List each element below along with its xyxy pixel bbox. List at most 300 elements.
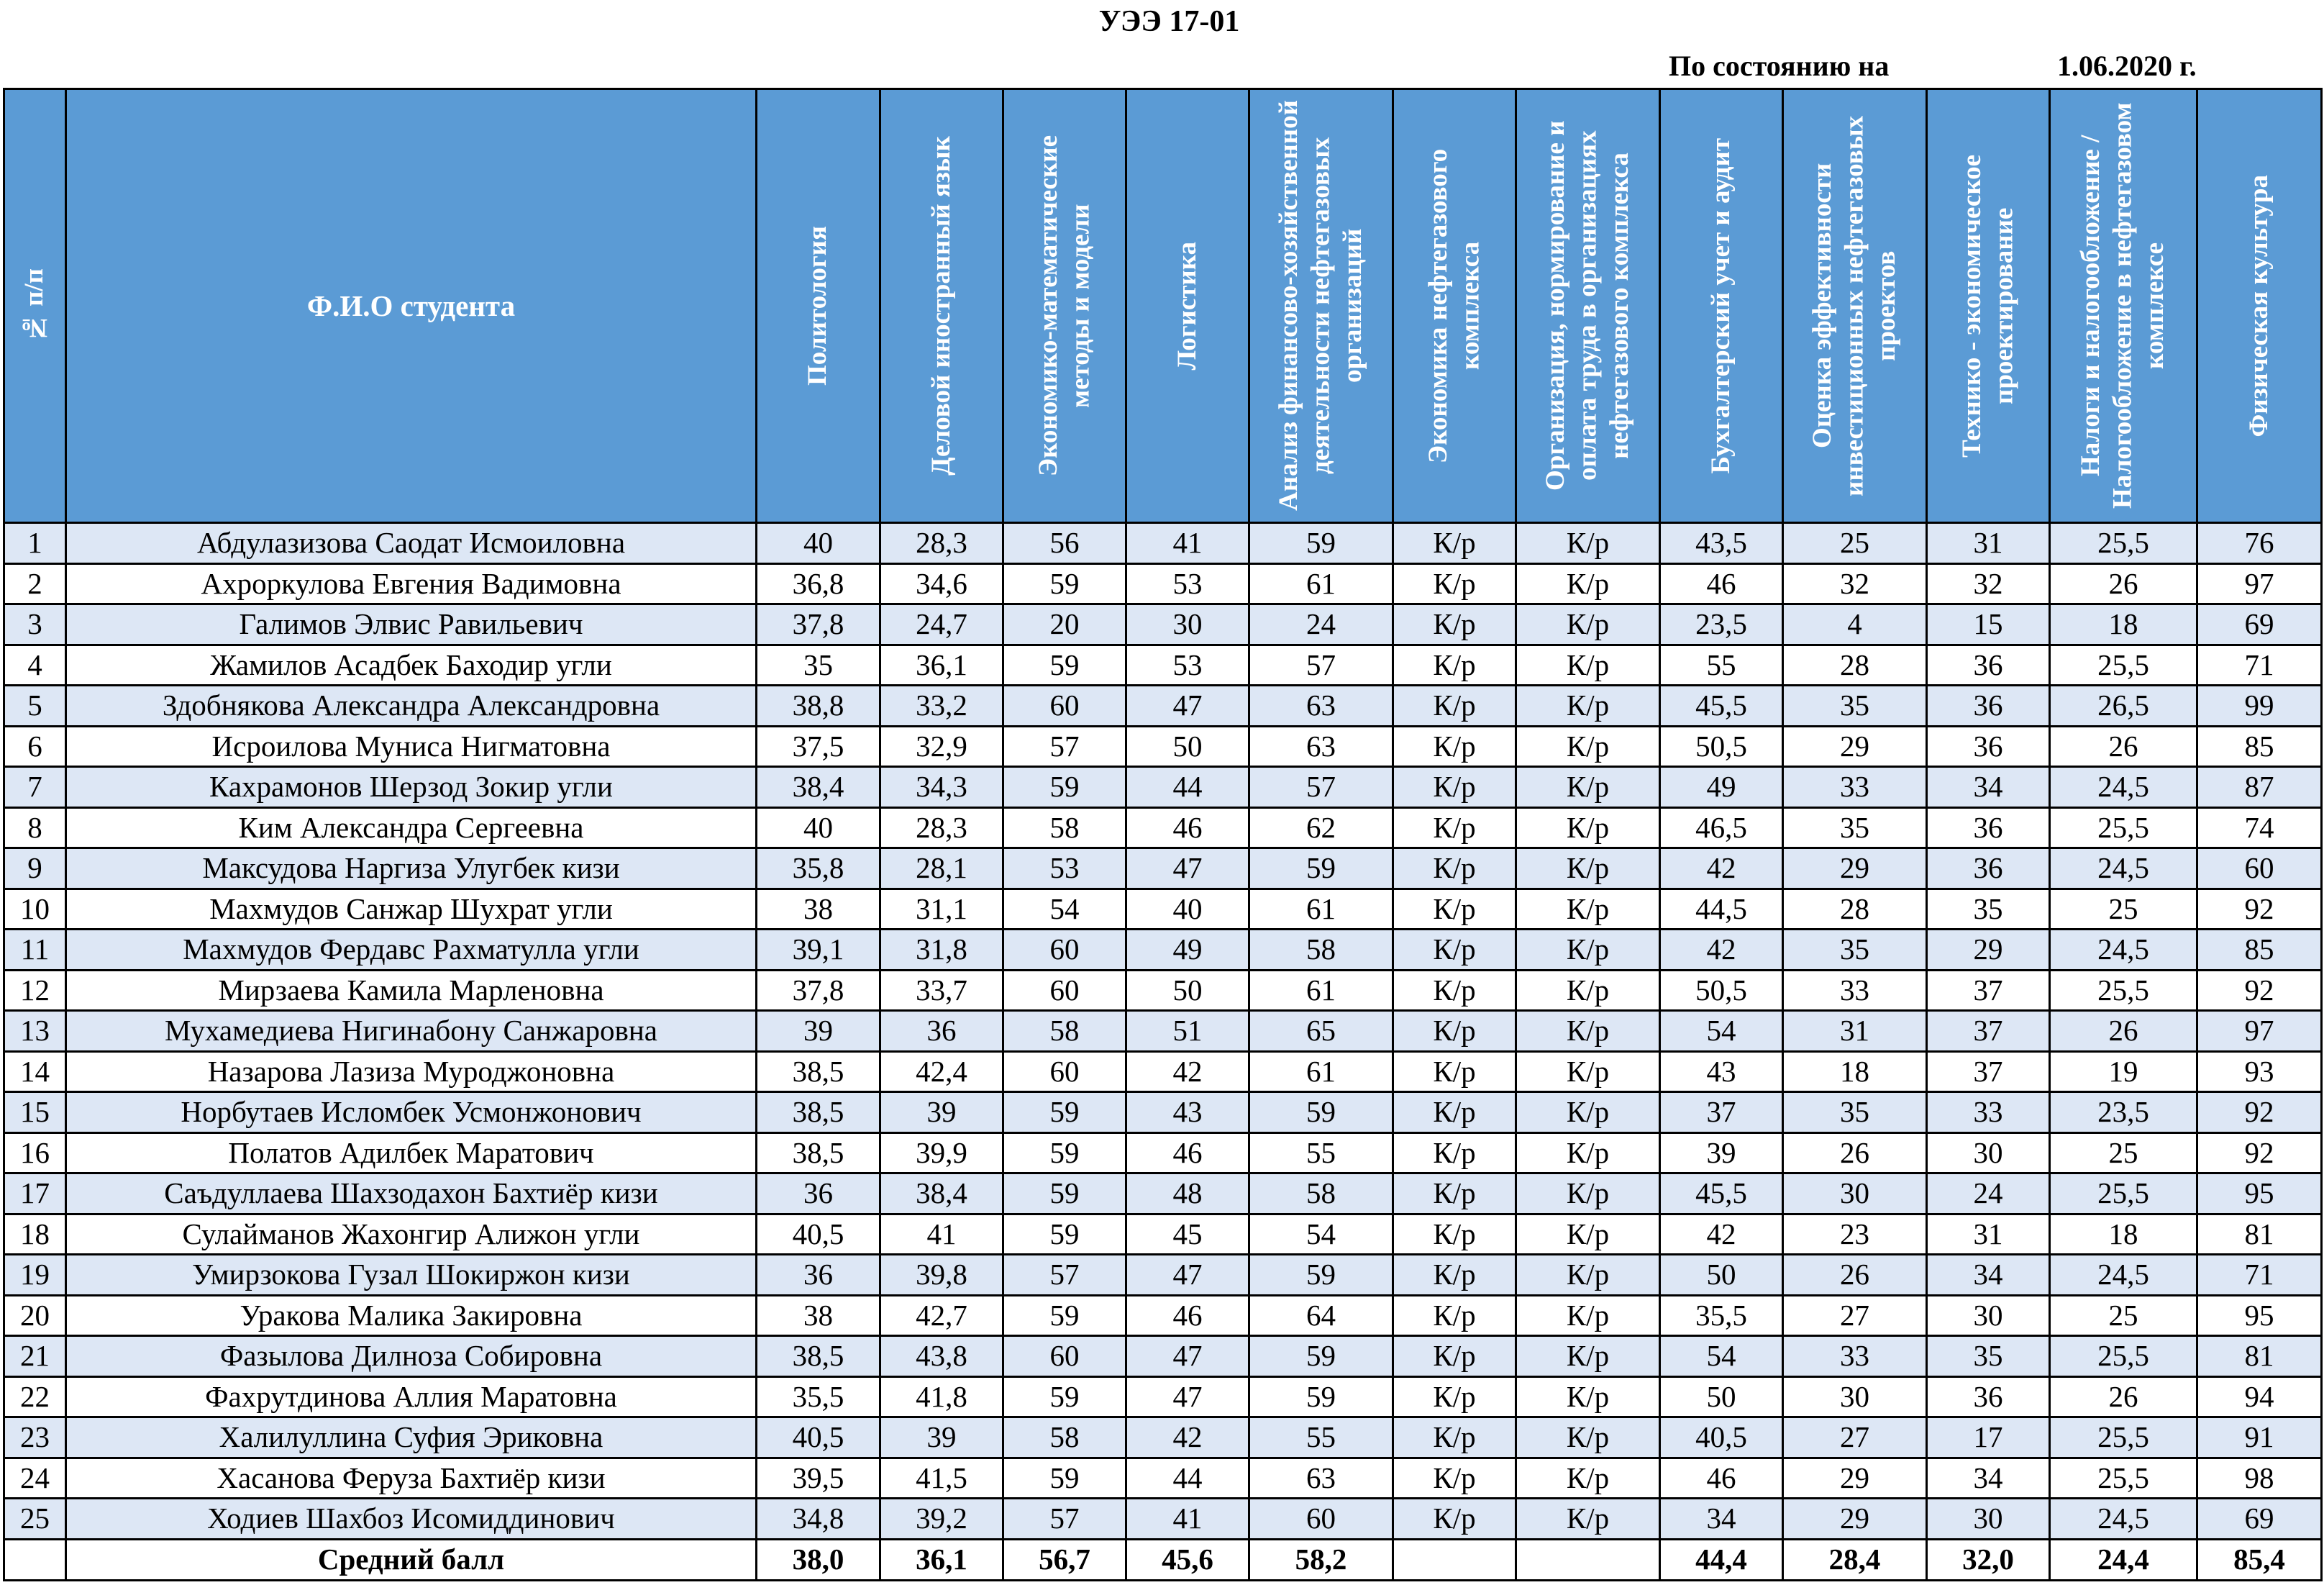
grade-cell: 42 <box>1660 848 1783 889</box>
student-name: Абдулазизова Саодат Исмоиловна <box>66 523 757 564</box>
grade-cell: К/р <box>1516 604 1660 645</box>
grade-cell: 55 <box>1249 1132 1393 1173</box>
grade-cell: 31 <box>1927 1214 2050 1255</box>
grade-cell: 56 <box>1003 523 1126 564</box>
table-row <box>4 1336 2322 1377</box>
grade-cell: К/р <box>1516 1417 1660 1458</box>
row-number: 25 <box>4 1499 66 1540</box>
grade-cell: К/р <box>1393 686 1516 727</box>
grade-cell: 49 <box>1660 767 1783 808</box>
grade-cell: 45,5 <box>1660 1173 1783 1214</box>
grade-cell: К/р <box>1516 726 1660 767</box>
header-student-name: Ф.И.О студента <box>66 89 757 523</box>
grade-cell: 18 <box>2050 1214 2197 1255</box>
grade-cell: 85 <box>2197 726 2322 767</box>
header-subject: Технико - экономическое проектирование <box>1927 89 2050 523</box>
student-name: Максудова Наргиза Улугбек кизи <box>66 848 757 889</box>
grade-cell: 60 <box>1003 970 1126 1011</box>
grade-cell: 29 <box>1927 930 2050 971</box>
grade-cell: 97 <box>2197 563 2322 604</box>
grade-cell: 55 <box>1249 1417 1393 1458</box>
grade-cell: 54 <box>1660 1336 1783 1377</box>
grade-cell: 38,5 <box>757 1132 880 1173</box>
student-name: Норбутаев Исломбек Усмонжонович <box>66 1092 757 1133</box>
grade-cell: 92 <box>2197 1132 2322 1173</box>
grade-cell: 71 <box>2197 645 2322 686</box>
grade-cell: 55 <box>1660 645 1783 686</box>
row-number: 22 <box>4 1376 66 1417</box>
grade-cell: 34,8 <box>757 1499 880 1540</box>
row-number: 24 <box>4 1458 66 1499</box>
grade-cell: 59 <box>1249 1092 1393 1133</box>
grade-cell: К/р <box>1516 1255 1660 1296</box>
grade-cell: 23 <box>1783 1214 1927 1255</box>
grade-cell: К/р <box>1516 1011 1660 1052</box>
row-number: 18 <box>4 1214 66 1255</box>
header-subject: Анализ финансово-хозяйственной деятельности нефтегазовых организаций <box>1249 89 1393 523</box>
grade-cell: 47 <box>1126 1255 1249 1296</box>
grade-cell: 26,5 <box>2050 686 2197 727</box>
header-subject: Деловой иностранный язык <box>880 89 1003 523</box>
table-row <box>4 1417 2322 1458</box>
grade-cell: К/р <box>1516 767 1660 808</box>
grade-cell: 40,5 <box>1660 1417 1783 1458</box>
table-row <box>4 848 2322 889</box>
row-number: 3 <box>4 604 66 645</box>
grade-cell: 95 <box>2197 1173 2322 1214</box>
grade-cell: К/р <box>1516 889 1660 930</box>
table-row <box>4 1255 2322 1296</box>
grade-cell: 58 <box>1249 930 1393 971</box>
average-cell: 38,0 <box>757 1539 880 1580</box>
grade-cell: 59 <box>1249 848 1393 889</box>
student-name: Мирзаева Камила Марленовна <box>66 970 757 1011</box>
grade-cell: 24 <box>1927 1173 2050 1214</box>
grade-cell: 41 <box>1126 523 1249 564</box>
student-name: Кахрамонов Шерзод Зокир угли <box>66 767 757 808</box>
table-row <box>4 767 2322 808</box>
grade-cell: 91 <box>2197 1417 2322 1458</box>
grade-cell: 35,5 <box>757 1376 880 1417</box>
table-row <box>4 889 2322 930</box>
header-subject: Бухгалтерский учет и аудит <box>1660 89 1783 523</box>
grade-cell: 24 <box>1249 604 1393 645</box>
grade-cell: 37,8 <box>757 604 880 645</box>
grade-cell: 43,5 <box>1660 523 1783 564</box>
grade-cell: 28,3 <box>880 523 1003 564</box>
average-cell: 85,4 <box>2197 1539 2322 1580</box>
grade-cell: 99 <box>2197 686 2322 727</box>
grade-cell: 97 <box>2197 1011 2322 1052</box>
grade-cell: 29 <box>1783 1499 1927 1540</box>
grade-cell: 33,2 <box>880 686 1003 727</box>
grade-cell: 34 <box>1927 1255 2050 1296</box>
grade-cell: 39,1 <box>757 930 880 971</box>
grade-cell: 92 <box>2197 889 2322 930</box>
grade-cell: 45 <box>1126 1214 1249 1255</box>
average-cell: 24,4 <box>2050 1539 2197 1580</box>
grade-cell: 29 <box>1783 848 1927 889</box>
grade-cell: 40,5 <box>757 1214 880 1255</box>
grade-cell: 69 <box>2197 1499 2322 1540</box>
grade-cell: К/р <box>1516 1295 1660 1336</box>
row-number: 6 <box>4 726 66 767</box>
table-row <box>4 523 2322 564</box>
student-name: Ходиев Шахбоз Исомиддинович <box>66 1499 757 1540</box>
grade-cell: 40 <box>757 523 880 564</box>
student-name: Уракова Малика Закировна <box>66 1295 757 1336</box>
grade-cell: 25,5 <box>2050 970 2197 1011</box>
grade-cell: 61 <box>1249 563 1393 604</box>
grade-cell: К/р <box>1516 1173 1660 1214</box>
grade-cell: 33 <box>1783 1336 1927 1377</box>
grade-cell: 74 <box>2197 807 2322 848</box>
grade-cell: К/р <box>1516 523 1660 564</box>
grade-cell: 51 <box>1126 1011 1249 1052</box>
grade-cell: К/р <box>1393 1173 1516 1214</box>
grade-cell: 63 <box>1249 1458 1393 1499</box>
grade-cell: 59 <box>1249 1336 1393 1377</box>
grade-cell: 59 <box>1003 563 1126 604</box>
grade-cell: 38,4 <box>757 767 880 808</box>
grade-cell: 35 <box>1783 1092 1927 1133</box>
row-number: 2 <box>4 563 66 604</box>
grade-cell: 53 <box>1126 645 1249 686</box>
grade-cell: 39,9 <box>880 1132 1003 1173</box>
grade-cell: 24,5 <box>2050 848 2197 889</box>
grade-cell: 60 <box>1003 1051 1126 1092</box>
grade-cell: 34,6 <box>880 563 1003 604</box>
grade-cell: 28 <box>1783 889 1927 930</box>
grade-cell: 53 <box>1126 563 1249 604</box>
grade-cell: 43 <box>1660 1051 1783 1092</box>
grade-cell: 18 <box>2050 604 2197 645</box>
grade-cell: К/р <box>1516 1132 1660 1173</box>
grade-cell: 65 <box>1249 1011 1393 1052</box>
grade-cell: 71 <box>2197 1255 2322 1296</box>
grade-cell: 60 <box>2197 848 2322 889</box>
header-subject: Логистика <box>1126 89 1249 523</box>
grade-cell: 30 <box>1927 1132 2050 1173</box>
header-subject: Налоги и налогообложение / Налогообложение в нефтегазовом комплексе <box>2050 89 2197 523</box>
grade-cell: К/р <box>1393 523 1516 564</box>
grade-cell: К/р <box>1393 726 1516 767</box>
grade-cell: 32,9 <box>880 726 1003 767</box>
grade-cell: 41 <box>880 1214 1003 1255</box>
grade-cell: 28 <box>1783 645 1927 686</box>
grade-cell: 57 <box>1003 1499 1126 1540</box>
grade-cell: 23,5 <box>1660 604 1783 645</box>
student-name: Мухамедиева Нигинабону Санжаровна <box>66 1011 757 1052</box>
average-cell: 36,1 <box>880 1539 1003 1580</box>
grade-cell: 40 <box>757 807 880 848</box>
grade-cell: 46 <box>1126 807 1249 848</box>
header-subject: Физическая культура <box>2197 89 2322 523</box>
grade-cell: 35,5 <box>1660 1295 1783 1336</box>
grade-cell: 25 <box>2050 1295 2197 1336</box>
grade-cell: 63 <box>1249 726 1393 767</box>
table-row <box>4 563 2322 604</box>
row-number: 15 <box>4 1092 66 1133</box>
row-number: 5 <box>4 686 66 727</box>
grade-cell: 62 <box>1249 807 1393 848</box>
row-number: 1 <box>4 523 66 564</box>
grade-cell: 50,5 <box>1660 726 1783 767</box>
grade-cell: 61 <box>1249 1051 1393 1092</box>
table-row <box>4 1458 2322 1499</box>
grade-cell: 94 <box>2197 1376 2322 1417</box>
grade-cell: 61 <box>1249 970 1393 1011</box>
grade-cell: 41,5 <box>880 1458 1003 1499</box>
grade-cell: 42 <box>1660 930 1783 971</box>
grade-cell: 31,1 <box>880 889 1003 930</box>
grade-cell: К/р <box>1393 1092 1516 1133</box>
grade-cell: 58 <box>1003 1417 1126 1458</box>
grade-cell: 41,8 <box>880 1376 1003 1417</box>
grade-cell: К/р <box>1516 848 1660 889</box>
grade-cell: 25,5 <box>2050 1458 2197 1499</box>
grade-cell: 38 <box>757 889 880 930</box>
grade-cell: 44 <box>1126 1458 1249 1499</box>
table-row <box>4 1214 2322 1255</box>
grade-cell: 36,1 <box>880 645 1003 686</box>
student-name: Махмудов Санжар Шухрат угли <box>66 889 757 930</box>
table-row <box>4 970 2322 1011</box>
grade-cell: 43,8 <box>880 1336 1003 1377</box>
grade-cell: 19 <box>2050 1051 2197 1092</box>
grade-cell: 24,7 <box>880 604 1003 645</box>
grade-cell: 48 <box>1126 1173 1249 1214</box>
grade-cell: 59 <box>1003 1132 1126 1173</box>
grade-cell: 50 <box>1126 726 1249 767</box>
grade-cell: 36 <box>1927 645 2050 686</box>
grade-cell: 50 <box>1660 1376 1783 1417</box>
grade-cell: 54 <box>1249 1214 1393 1255</box>
grade-cell: 59 <box>1003 1092 1126 1133</box>
row-number: 10 <box>4 889 66 930</box>
grade-cell: 36 <box>1927 848 2050 889</box>
student-name: Фахрутдинова Аллия Маратовна <box>66 1376 757 1417</box>
grade-cell: 92 <box>2197 970 2322 1011</box>
grade-cell: 41 <box>1126 1499 1249 1540</box>
grade-cell: 46 <box>1660 563 1783 604</box>
grade-cell: 39,2 <box>880 1499 1003 1540</box>
row-number: 9 <box>4 848 66 889</box>
grade-cell: 57 <box>1003 726 1126 767</box>
grade-cell: 46,5 <box>1660 807 1783 848</box>
grade-cell: 37 <box>1927 970 2050 1011</box>
grade-cell: 59 <box>1003 1295 1126 1336</box>
grade-cell: К/р <box>1516 970 1660 1011</box>
grade-cell: К/р <box>1516 1214 1660 1255</box>
grade-cell: 35 <box>1783 930 1927 971</box>
grade-cell: 57 <box>1249 767 1393 808</box>
grade-cell: 57 <box>1249 645 1393 686</box>
grade-cell: 63 <box>1249 686 1393 727</box>
grade-cell: К/р <box>1393 604 1516 645</box>
grade-cell: К/р <box>1393 1336 1516 1377</box>
grade-cell: 36 <box>757 1173 880 1214</box>
grade-cell: 59 <box>1249 1376 1393 1417</box>
grade-cell: К/р <box>1393 767 1516 808</box>
grade-cell: 60 <box>1003 930 1126 971</box>
grade-cell: 59 <box>1003 1214 1126 1255</box>
grade-cell: 31,8 <box>880 930 1003 971</box>
grade-cell: 50,5 <box>1660 970 1783 1011</box>
grade-cell: 76 <box>2197 523 2322 564</box>
grade-cell: 15 <box>1927 604 2050 645</box>
grade-cell: 33 <box>1927 1092 2050 1133</box>
grade-cell: 36 <box>1927 807 2050 848</box>
row-number: 17 <box>4 1173 66 1214</box>
grade-cell: К/р <box>1516 1336 1660 1377</box>
grade-cell: К/р <box>1393 970 1516 1011</box>
table-row <box>4 930 2322 971</box>
grade-cell: 42,7 <box>880 1295 1003 1336</box>
grade-cell: К/р <box>1393 807 1516 848</box>
table-row <box>4 604 2322 645</box>
grade-cell: 38,5 <box>757 1051 880 1092</box>
grade-cell: 42,4 <box>880 1051 1003 1092</box>
grade-cell: 39 <box>1660 1132 1783 1173</box>
header-subject: Экономико-математические методы и модели <box>1003 89 1126 523</box>
grade-cell: 28,1 <box>880 848 1003 889</box>
table-row <box>4 1132 2322 1173</box>
student-name: Фазылова Дилноза Собировна <box>66 1336 757 1377</box>
grade-cell: 54 <box>1003 889 1126 930</box>
grade-cell: 26 <box>2050 563 2197 604</box>
grade-cell: 61 <box>1249 889 1393 930</box>
grade-cell: 43 <box>1126 1092 1249 1133</box>
grade-cell: 59 <box>1249 1255 1393 1296</box>
grade-cell: 25 <box>1783 523 1927 564</box>
grade-cell: 39 <box>757 1011 880 1052</box>
grade-cell: 26 <box>2050 726 2197 767</box>
grade-cell: 36 <box>757 1255 880 1296</box>
grade-cell: К/р <box>1516 563 1660 604</box>
grade-cell: 20 <box>1003 604 1126 645</box>
grade-cell: 24,5 <box>2050 767 2197 808</box>
student-name: Ахроркулова Евгения Вадимовна <box>66 563 757 604</box>
grade-cell: 36 <box>1927 1376 2050 1417</box>
grade-cell: 33 <box>1783 767 1927 808</box>
grade-cell: К/р <box>1516 1499 1660 1540</box>
grade-cell: 38,5 <box>757 1336 880 1377</box>
grade-cell: 30 <box>1783 1173 1927 1214</box>
row-number: 12 <box>4 970 66 1011</box>
row-number: 21 <box>4 1336 66 1377</box>
row-number: 8 <box>4 807 66 848</box>
grade-cell: 60 <box>1249 1499 1393 1540</box>
grade-cell: 47 <box>1126 1376 1249 1417</box>
grade-cell: 38,8 <box>757 686 880 727</box>
grade-cell: 37 <box>1927 1011 2050 1052</box>
grade-cell: 39,5 <box>757 1458 880 1499</box>
grade-cell: К/р <box>1516 645 1660 686</box>
grade-cell: 60 <box>1003 1336 1126 1377</box>
grade-cell: 39,8 <box>880 1255 1003 1296</box>
grade-cell: К/р <box>1516 807 1660 848</box>
student-name: Умирзокова Гузал Шокиржон кизи <box>66 1255 757 1296</box>
grade-cell: К/р <box>1516 1376 1660 1417</box>
grade-cell: 59 <box>1003 1458 1126 1499</box>
grade-cell: 34 <box>1927 767 2050 808</box>
grade-cell: 53 <box>1003 848 1126 889</box>
grade-cell: 30 <box>1927 1499 2050 1540</box>
grade-cell: К/р <box>1393 563 1516 604</box>
grade-cell: К/р <box>1516 1092 1660 1133</box>
grade-cell: 37 <box>1927 1051 2050 1092</box>
grade-cell: 28,3 <box>880 807 1003 848</box>
grade-cell: 64 <box>1249 1295 1393 1336</box>
grade-cell: 92 <box>2197 1092 2322 1133</box>
row-number: 7 <box>4 767 66 808</box>
grade-cell: К/р <box>1393 645 1516 686</box>
grade-cell: 31 <box>1783 1011 1927 1052</box>
grade-cell: 34,3 <box>880 767 1003 808</box>
student-name: Здобнякова Александра Александровна <box>66 686 757 727</box>
grade-cell: 25,5 <box>2050 645 2197 686</box>
grade-cell: 18 <box>1783 1051 1927 1092</box>
grade-cell: 81 <box>2197 1336 2322 1377</box>
grade-cell: 36 <box>1927 686 2050 727</box>
grade-cell: К/р <box>1516 1458 1660 1499</box>
table-row <box>4 726 2322 767</box>
row-number: 20 <box>4 1295 66 1336</box>
grade-cell: 59 <box>1003 1173 1126 1214</box>
grade-cell: 98 <box>2197 1458 2322 1499</box>
average-cell: 58,2 <box>1249 1539 1393 1580</box>
grade-cell: 30 <box>1927 1295 2050 1336</box>
average-cell: 45,6 <box>1126 1539 1249 1580</box>
student-name: Халилуллина Суфия Эриковна <box>66 1417 757 1458</box>
student-name: Сулайманов Жахонгир Алижон угли <box>66 1214 757 1255</box>
grade-cell: 23,5 <box>2050 1092 2197 1133</box>
grade-cell: 35 <box>1927 1336 2050 1377</box>
grade-cell: 30 <box>1126 604 1249 645</box>
grade-cell: 40 <box>1126 889 1249 930</box>
table-row <box>4 1051 2322 1092</box>
grade-cell: 58 <box>1003 807 1126 848</box>
grade-cell: 34 <box>1927 1458 2050 1499</box>
row-number: 14 <box>4 1051 66 1092</box>
table-row <box>4 1011 2322 1052</box>
grade-cell: К/р <box>1393 1255 1516 1296</box>
average-row <box>4 1539 2322 1580</box>
grade-cell: К/р <box>1393 930 1516 971</box>
grade-cell: 25,5 <box>2050 523 2197 564</box>
grade-cell: К/р <box>1393 1417 1516 1458</box>
grade-cell: 35 <box>1783 686 1927 727</box>
grade-cell: 46 <box>1126 1295 1249 1336</box>
grade-cell: 58 <box>1249 1173 1393 1214</box>
grade-cell: 59 <box>1003 767 1126 808</box>
grade-cell: 35,8 <box>757 848 880 889</box>
grade-cell: 33 <box>1783 970 1927 1011</box>
grade-cell: 38,4 <box>880 1173 1003 1214</box>
grade-cell: 85 <box>2197 930 2322 971</box>
grade-cell: 38,5 <box>757 1092 880 1133</box>
grade-cell: 42 <box>1126 1051 1249 1092</box>
grade-cell: 38 <box>757 1295 880 1336</box>
student-name: Ким Александра Сергеевна <box>66 807 757 848</box>
grade-cell: К/р <box>1516 686 1660 727</box>
grade-cell: 37,8 <box>757 970 880 1011</box>
student-name: Галимов Элвис Равильевич <box>66 604 757 645</box>
header-subject: Политология <box>757 89 880 523</box>
grade-cell: 29 <box>1783 726 1927 767</box>
status-date: 1.06.2020 г. <box>2057 50 2197 82</box>
